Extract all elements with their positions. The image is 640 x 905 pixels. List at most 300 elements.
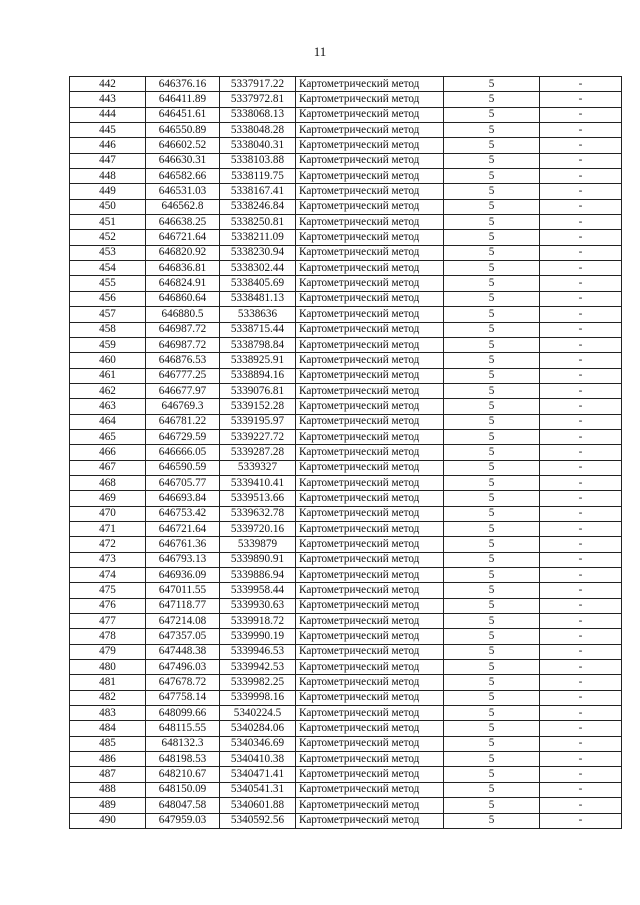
- accuracy-cell: 5: [444, 414, 540, 429]
- coordinates-table-body: [70, 77, 622, 829]
- dash-cell: -: [540, 337, 622, 352]
- accuracy-cell: 5: [444, 261, 540, 276]
- point-number-cell: 453: [70, 245, 146, 260]
- dash-cell: -: [540, 537, 622, 552]
- y-coordinate-cell: 5338894.16: [220, 368, 296, 383]
- table-row: [70, 491, 622, 506]
- table-row: [70, 521, 622, 536]
- y-coordinate-cell: 5338481.13: [220, 291, 296, 306]
- method-cell: Картометрический метод: [296, 721, 444, 736]
- accuracy-cell: 5: [444, 721, 540, 736]
- table-row: [70, 138, 622, 153]
- table-row: [70, 767, 622, 782]
- x-coordinate-cell: 646550.89: [146, 123, 220, 138]
- accuracy-cell: 5: [444, 675, 540, 690]
- x-coordinate-cell: 646777.25: [146, 368, 220, 383]
- point-number-cell: 482: [70, 690, 146, 705]
- dash-cell: -: [540, 77, 622, 92]
- point-number-cell: 463: [70, 399, 146, 414]
- x-coordinate-cell: 646677.97: [146, 383, 220, 398]
- method-cell: Картометрический метод: [296, 752, 444, 767]
- dash-cell: -: [540, 690, 622, 705]
- x-coordinate-cell: 646721.64: [146, 521, 220, 536]
- table-row: [70, 782, 622, 797]
- dash-cell: -: [540, 552, 622, 567]
- accuracy-cell: 5: [444, 782, 540, 797]
- point-number-cell: 471: [70, 521, 146, 536]
- accuracy-cell: 5: [444, 568, 540, 583]
- method-cell: Картометрический метод: [296, 337, 444, 352]
- x-coordinate-cell: 648099.66: [146, 706, 220, 721]
- table-row: [70, 184, 622, 199]
- table-row: [70, 92, 622, 107]
- table-row: [70, 199, 622, 214]
- table-row: [70, 644, 622, 659]
- method-cell: Картометрический метод: [296, 291, 444, 306]
- method-cell: Картометрический метод: [296, 107, 444, 122]
- accuracy-cell: 5: [444, 598, 540, 613]
- dash-cell: -: [540, 414, 622, 429]
- method-cell: Картометрический метод: [296, 383, 444, 398]
- method-cell: Картометрический метод: [296, 568, 444, 583]
- dash-cell: -: [540, 521, 622, 536]
- x-coordinate-cell: 646836.81: [146, 261, 220, 276]
- method-cell: Картометрический метод: [296, 506, 444, 521]
- point-number-cell: 444: [70, 107, 146, 122]
- accuracy-cell: 5: [444, 291, 540, 306]
- point-number-cell: 450: [70, 199, 146, 214]
- dash-cell: -: [540, 614, 622, 629]
- table-row: [70, 721, 622, 736]
- x-coordinate-cell: 646531.03: [146, 184, 220, 199]
- accuracy-cell: 5: [444, 644, 540, 659]
- table-row: [70, 276, 622, 291]
- method-cell: Картометрический метод: [296, 537, 444, 552]
- dash-cell: -: [540, 353, 622, 368]
- y-coordinate-cell: 5338103.88: [220, 153, 296, 168]
- accuracy-cell: 5: [444, 583, 540, 598]
- y-coordinate-cell: 5338211.09: [220, 230, 296, 245]
- table-row: [70, 230, 622, 245]
- method-cell: Картометрический метод: [296, 614, 444, 629]
- method-cell: Картометрический метод: [296, 353, 444, 368]
- table-row: [70, 383, 622, 398]
- point-number-cell: 489: [70, 798, 146, 813]
- dash-cell: -: [540, 598, 622, 613]
- y-coordinate-cell: 5339152.28: [220, 399, 296, 414]
- dash-cell: -: [540, 215, 622, 230]
- accuracy-cell: 5: [444, 399, 540, 414]
- dash-cell: -: [540, 706, 622, 721]
- accuracy-cell: 5: [444, 491, 540, 506]
- method-cell: Картометрический метод: [296, 598, 444, 613]
- x-coordinate-cell: 646705.77: [146, 475, 220, 490]
- y-coordinate-cell: 5337917.22: [220, 77, 296, 92]
- accuracy-cell: 5: [444, 184, 540, 199]
- y-coordinate-cell: 5339410.41: [220, 475, 296, 490]
- accuracy-cell: 5: [444, 614, 540, 629]
- method-cell: Картометрический метод: [296, 184, 444, 199]
- y-coordinate-cell: 5340541.31: [220, 782, 296, 797]
- dash-cell: -: [540, 568, 622, 583]
- dash-cell: -: [540, 752, 622, 767]
- y-coordinate-cell: 5339879: [220, 537, 296, 552]
- point-number-cell: 443: [70, 92, 146, 107]
- y-coordinate-cell: 5337972.81: [220, 92, 296, 107]
- method-cell: Картометрический метод: [296, 322, 444, 337]
- x-coordinate-cell: 646582.66: [146, 169, 220, 184]
- y-coordinate-cell: 5340284.06: [220, 721, 296, 736]
- table-row: [70, 568, 622, 583]
- y-coordinate-cell: 5339720.16: [220, 521, 296, 536]
- dash-cell: -: [540, 107, 622, 122]
- dash-cell: -: [540, 184, 622, 199]
- dash-cell: -: [540, 675, 622, 690]
- y-coordinate-cell: 5339227.72: [220, 429, 296, 444]
- point-number-cell: 486: [70, 752, 146, 767]
- y-coordinate-cell: 5339946.53: [220, 644, 296, 659]
- dash-cell: -: [540, 460, 622, 475]
- y-coordinate-cell: 5339942.53: [220, 660, 296, 675]
- point-number-cell: 490: [70, 813, 146, 828]
- accuracy-cell: 5: [444, 429, 540, 444]
- y-coordinate-cell: 5340224.5: [220, 706, 296, 721]
- table-row: [70, 337, 622, 352]
- x-coordinate-cell: 646936.09: [146, 568, 220, 583]
- method-cell: Картометрический метод: [296, 123, 444, 138]
- y-coordinate-cell: 5338048.28: [220, 123, 296, 138]
- point-number-cell: 460: [70, 353, 146, 368]
- table-row: [70, 123, 622, 138]
- x-coordinate-cell: 647678.72: [146, 675, 220, 690]
- method-cell: Картометрический метод: [296, 491, 444, 506]
- table-row: [70, 736, 622, 751]
- method-cell: Картометрический метод: [296, 414, 444, 429]
- x-coordinate-cell: 647448.38: [146, 644, 220, 659]
- table-row: [70, 77, 622, 92]
- y-coordinate-cell: 5338119.75: [220, 169, 296, 184]
- x-coordinate-cell: 646376.16: [146, 77, 220, 92]
- method-cell: Картометрический метод: [296, 736, 444, 751]
- x-coordinate-cell: 646590.59: [146, 460, 220, 475]
- method-cell: Картометрический метод: [296, 583, 444, 598]
- y-coordinate-cell: 5340410.38: [220, 752, 296, 767]
- table-row: [70, 813, 622, 828]
- table-row: [70, 675, 622, 690]
- x-coordinate-cell: 646562.8: [146, 199, 220, 214]
- point-number-cell: 479: [70, 644, 146, 659]
- accuracy-cell: 5: [444, 230, 540, 245]
- dash-cell: -: [540, 276, 622, 291]
- dash-cell: -: [540, 736, 622, 751]
- point-number-cell: 483: [70, 706, 146, 721]
- accuracy-cell: 5: [444, 813, 540, 828]
- method-cell: Картометрический метод: [296, 521, 444, 536]
- x-coordinate-cell: 646693.84: [146, 491, 220, 506]
- method-cell: Картометрический метод: [296, 706, 444, 721]
- accuracy-cell: 5: [444, 337, 540, 352]
- dash-cell: -: [540, 782, 622, 797]
- table-row: [70, 353, 622, 368]
- x-coordinate-cell: 646793.13: [146, 552, 220, 567]
- accuracy-cell: 5: [444, 767, 540, 782]
- method-cell: Картометрический метод: [296, 767, 444, 782]
- point-number-cell: 467: [70, 460, 146, 475]
- method-cell: Картометрический метод: [296, 629, 444, 644]
- point-number-cell: 462: [70, 383, 146, 398]
- y-coordinate-cell: 5338246.84: [220, 199, 296, 214]
- x-coordinate-cell: 646638.25: [146, 215, 220, 230]
- method-cell: Картометрический метод: [296, 429, 444, 444]
- table-row: [70, 752, 622, 767]
- method-cell: Картометрический метод: [296, 368, 444, 383]
- dash-cell: -: [540, 123, 622, 138]
- accuracy-cell: 5: [444, 690, 540, 705]
- x-coordinate-cell: 646729.59: [146, 429, 220, 444]
- y-coordinate-cell: 5339513.66: [220, 491, 296, 506]
- x-coordinate-cell: 646820.92: [146, 245, 220, 260]
- method-cell: Картометрический метод: [296, 215, 444, 230]
- y-coordinate-cell: 5338040.31: [220, 138, 296, 153]
- y-coordinate-cell: 5339890.91: [220, 552, 296, 567]
- table-row: [70, 245, 622, 260]
- table-row: [70, 614, 622, 629]
- y-coordinate-cell: 5339195.97: [220, 414, 296, 429]
- method-cell: Картометрический метод: [296, 782, 444, 797]
- y-coordinate-cell: 5339076.81: [220, 383, 296, 398]
- method-cell: Картометрический метод: [296, 138, 444, 153]
- dash-cell: -: [540, 368, 622, 383]
- dash-cell: -: [540, 138, 622, 153]
- page-number: 11: [313, 44, 327, 59]
- y-coordinate-cell: 5339990.19: [220, 629, 296, 644]
- accuracy-cell: 5: [444, 77, 540, 92]
- method-cell: Картометрический метод: [296, 460, 444, 475]
- y-coordinate-cell: 5338230.94: [220, 245, 296, 260]
- x-coordinate-cell: 646769.3: [146, 399, 220, 414]
- method-cell: Картометрический метод: [296, 675, 444, 690]
- table-row: [70, 414, 622, 429]
- table-row: [70, 475, 622, 490]
- y-coordinate-cell: 5338798.84: [220, 337, 296, 352]
- accuracy-cell: 5: [444, 92, 540, 107]
- x-coordinate-cell: 646876.53: [146, 353, 220, 368]
- method-cell: Картометрический метод: [296, 552, 444, 567]
- x-coordinate-cell: 646880.5: [146, 307, 220, 322]
- dash-cell: -: [540, 767, 622, 782]
- x-coordinate-cell: 647357.05: [146, 629, 220, 644]
- table-row: [70, 445, 622, 460]
- table-row: [70, 399, 622, 414]
- accuracy-cell: 5: [444, 307, 540, 322]
- point-number-cell: 480: [70, 660, 146, 675]
- method-cell: Картометрический метод: [296, 475, 444, 490]
- point-number-cell: 485: [70, 736, 146, 751]
- dash-cell: -: [540, 660, 622, 675]
- point-number-cell: 466: [70, 445, 146, 460]
- point-number-cell: 442: [70, 77, 146, 92]
- accuracy-cell: 5: [444, 153, 540, 168]
- point-number-cell: 475: [70, 583, 146, 598]
- dash-cell: -: [540, 261, 622, 276]
- method-cell: Картометрический метод: [296, 660, 444, 675]
- x-coordinate-cell: 648132.3: [146, 736, 220, 751]
- x-coordinate-cell: 646721.64: [146, 230, 220, 245]
- dash-cell: -: [540, 491, 622, 506]
- y-coordinate-cell: 5339998.16: [220, 690, 296, 705]
- x-coordinate-cell: 646987.72: [146, 337, 220, 352]
- x-coordinate-cell: 646666.05: [146, 445, 220, 460]
- accuracy-cell: 5: [444, 798, 540, 813]
- dash-cell: -: [540, 92, 622, 107]
- method-cell: Картометрический метод: [296, 245, 444, 260]
- dash-cell: -: [540, 383, 622, 398]
- table-row: [70, 460, 622, 475]
- dash-cell: -: [540, 153, 622, 168]
- table-row: [70, 690, 622, 705]
- y-coordinate-cell: 5338405.69: [220, 276, 296, 291]
- table-row: [70, 307, 622, 322]
- method-cell: Картометрический метод: [296, 199, 444, 214]
- table-row: [70, 537, 622, 552]
- x-coordinate-cell: 646630.31: [146, 153, 220, 168]
- point-number-cell: 468: [70, 475, 146, 490]
- y-coordinate-cell: 5339982.25: [220, 675, 296, 690]
- x-coordinate-cell: 646987.72: [146, 322, 220, 337]
- accuracy-cell: 5: [444, 245, 540, 260]
- x-coordinate-cell: 647011.55: [146, 583, 220, 598]
- table-row: [70, 322, 622, 337]
- method-cell: Картометрический метод: [296, 261, 444, 276]
- method-cell: Картометрический метод: [296, 153, 444, 168]
- y-coordinate-cell: 5339632.78: [220, 506, 296, 521]
- accuracy-cell: 5: [444, 138, 540, 153]
- method-cell: Картометрический метод: [296, 445, 444, 460]
- dash-cell: -: [540, 322, 622, 337]
- accuracy-cell: 5: [444, 629, 540, 644]
- accuracy-cell: 5: [444, 552, 540, 567]
- table-row: [70, 261, 622, 276]
- point-number-cell: 472: [70, 537, 146, 552]
- method-cell: Картометрический метод: [296, 92, 444, 107]
- y-coordinate-cell: 5338250.81: [220, 215, 296, 230]
- dash-cell: -: [540, 506, 622, 521]
- accuracy-cell: 5: [444, 353, 540, 368]
- x-coordinate-cell: 647758.14: [146, 690, 220, 705]
- accuracy-cell: 5: [444, 736, 540, 751]
- dash-cell: -: [540, 169, 622, 184]
- x-coordinate-cell: 647959.03: [146, 813, 220, 828]
- point-number-cell: 459: [70, 337, 146, 352]
- x-coordinate-cell: 648150.09: [146, 782, 220, 797]
- table-row: [70, 706, 622, 721]
- point-number-cell: 454: [70, 261, 146, 276]
- dash-cell: -: [540, 629, 622, 644]
- point-number-cell: 452: [70, 230, 146, 245]
- x-coordinate-cell: 648198.53: [146, 752, 220, 767]
- point-number-cell: 469: [70, 491, 146, 506]
- x-coordinate-cell: 646451.61: [146, 107, 220, 122]
- accuracy-cell: 5: [444, 506, 540, 521]
- x-coordinate-cell: 648210.67: [146, 767, 220, 782]
- point-number-cell: 446: [70, 138, 146, 153]
- accuracy-cell: 5: [444, 445, 540, 460]
- table-row: [70, 798, 622, 813]
- method-cell: Картометрический метод: [296, 399, 444, 414]
- method-cell: Картометрический метод: [296, 798, 444, 813]
- y-coordinate-cell: 5340471.41: [220, 767, 296, 782]
- table-row: [70, 598, 622, 613]
- table-row: [70, 660, 622, 675]
- dash-cell: -: [540, 199, 622, 214]
- accuracy-cell: 5: [444, 475, 540, 490]
- point-number-cell: 474: [70, 568, 146, 583]
- dash-cell: -: [540, 307, 622, 322]
- x-coordinate-cell: 646602.52: [146, 138, 220, 153]
- method-cell: Картометрический метод: [296, 307, 444, 322]
- dash-cell: -: [540, 429, 622, 444]
- table-row: [70, 629, 622, 644]
- table-row: [70, 215, 622, 230]
- dash-cell: -: [540, 245, 622, 260]
- y-coordinate-cell: 5339918.72: [220, 614, 296, 629]
- y-coordinate-cell: 5339958.44: [220, 583, 296, 598]
- y-coordinate-cell: 5340592.56: [220, 813, 296, 828]
- accuracy-cell: 5: [444, 199, 540, 214]
- y-coordinate-cell: 5338925.91: [220, 353, 296, 368]
- coordinates-table: [69, 76, 622, 829]
- accuracy-cell: 5: [444, 368, 540, 383]
- method-cell: Картометрический метод: [296, 276, 444, 291]
- point-number-cell: 470: [70, 506, 146, 521]
- table-row: [70, 107, 622, 122]
- point-number-cell: 447: [70, 153, 146, 168]
- y-coordinate-cell: 5339327: [220, 460, 296, 475]
- point-number-cell: 476: [70, 598, 146, 613]
- x-coordinate-cell: 648047.58: [146, 798, 220, 813]
- y-coordinate-cell: 5339287.28: [220, 445, 296, 460]
- accuracy-cell: 5: [444, 383, 540, 398]
- method-cell: Картометрический метод: [296, 77, 444, 92]
- method-cell: Картометрический метод: [296, 230, 444, 245]
- accuracy-cell: 5: [444, 521, 540, 536]
- y-coordinate-cell: 5338167.41: [220, 184, 296, 199]
- point-number-cell: 451: [70, 215, 146, 230]
- method-cell: Картометрический метод: [296, 690, 444, 705]
- accuracy-cell: 5: [444, 706, 540, 721]
- x-coordinate-cell: 647118.77: [146, 598, 220, 613]
- point-number-cell: 458: [70, 322, 146, 337]
- y-coordinate-cell: 5339886.94: [220, 568, 296, 583]
- dash-cell: -: [540, 445, 622, 460]
- dash-cell: -: [540, 399, 622, 414]
- y-coordinate-cell: 5340346.69: [220, 736, 296, 751]
- x-coordinate-cell: 648115.55: [146, 721, 220, 736]
- point-number-cell: 457: [70, 307, 146, 322]
- accuracy-cell: 5: [444, 107, 540, 122]
- dash-cell: -: [540, 644, 622, 659]
- y-coordinate-cell: 5338636: [220, 307, 296, 322]
- dash-cell: -: [540, 230, 622, 245]
- point-number-cell: 455: [70, 276, 146, 291]
- table-row: [70, 429, 622, 444]
- y-coordinate-cell: 5338068.13: [220, 107, 296, 122]
- point-number-cell: 477: [70, 614, 146, 629]
- point-number-cell: 448: [70, 169, 146, 184]
- point-number-cell: 465: [70, 429, 146, 444]
- accuracy-cell: 5: [444, 537, 540, 552]
- dash-cell: -: [540, 291, 622, 306]
